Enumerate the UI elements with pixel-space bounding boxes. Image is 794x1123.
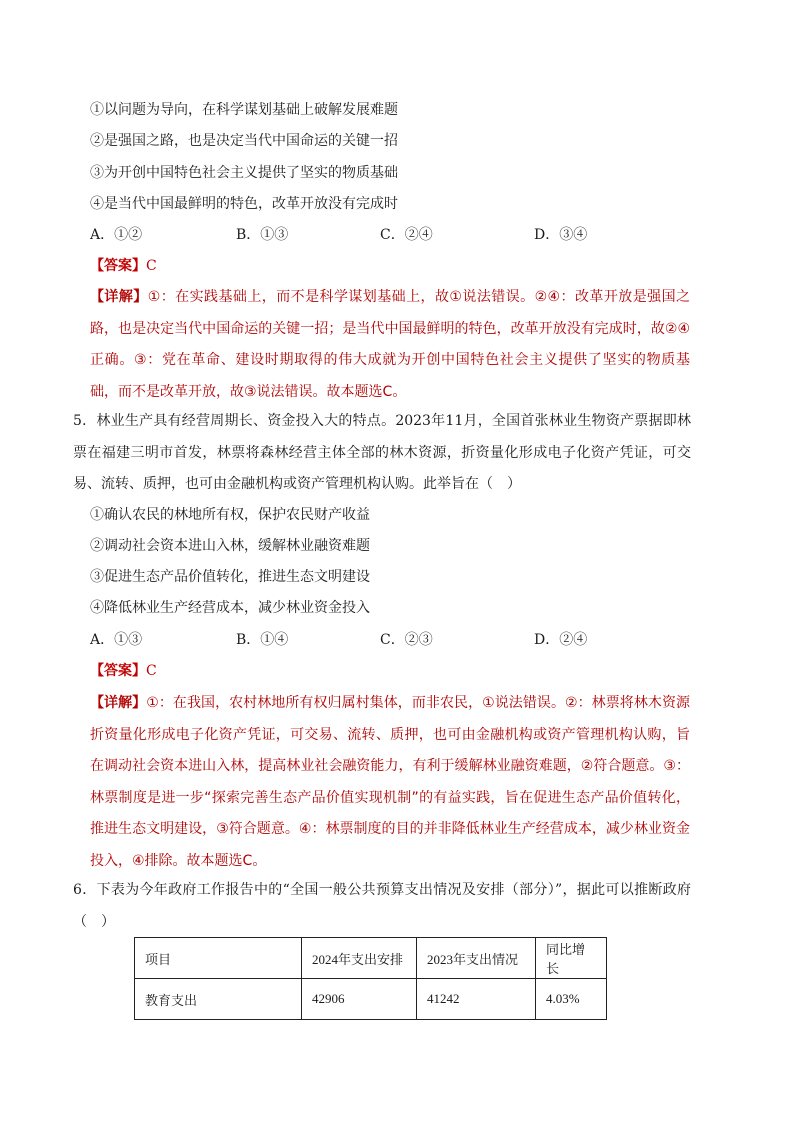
table-cell: 42906 — [302, 979, 417, 1020]
q4-choice-b: B．①③ — [236, 227, 289, 243]
table-cell: 4.03% — [536, 979, 607, 1020]
q4-option-3: ③为开创中国特色社会主义提供了坚实的物质基础 — [90, 165, 398, 181]
q4-answer — [90, 256, 157, 276]
budget-table — [134, 937, 607, 1020]
table-header-cell: 2023年支出情况 — [417, 938, 536, 979]
q4-option-4: ④是当代中国最鲜明的特色，改革开放没有完成时 — [90, 196, 398, 212]
table-header-cell: 同比增长 — [536, 938, 607, 979]
q5-option-1: ①确认农民的林地所有权，保护农民财产收益 — [90, 507, 370, 523]
table-cell: 41242 — [417, 979, 536, 1020]
table-cell: 教育支出 — [135, 979, 302, 1020]
q5-answer-value: C — [146, 663, 157, 679]
q6-stem: 6．下表为今年政府工作报告中的“全国一般公共预算支出情况及安排（部分）”，据此可以推断政府（ ） — [73, 882, 691, 930]
q4-answer-value: C — [146, 258, 157, 274]
q5-choice-b: B．①④ — [236, 632, 289, 648]
q5-option-2: ②调动社会资本进山入林，缓解林业融资难题 — [90, 538, 370, 554]
q5-choice-a: A．①③ — [90, 632, 143, 648]
table-header-cell: 2024年支出安排 — [302, 938, 417, 979]
q5-stem: 5．林业生产具有经营周期长、资金投入大的特点。2023年11月，全国首张林业生物资产票据即林票在福建三明市首发，林票将森林经营主体全部的林木资源，折资量化形成电子化资产凭证，可交易、流转、质押，也可由金融机构或资产管理机构认购。此举旨在（ ） — [73, 413, 691, 492]
q5-explain-tag: 【详解】 — [90, 695, 147, 711]
q4-option-1: ①以问题为导向，在科学谋划基础上破解发展难题 — [90, 102, 398, 118]
table-header-cell: 项目 — [135, 938, 302, 979]
q5-answer — [90, 661, 157, 681]
table-header-row — [135, 938, 607, 979]
q4-explain-text: ①：在实践基础上，而不是科学谋划基础上，故①说法错误。②④：改革开放是强国之路，也是决定当代中国命运的关键一招；是当代中国最鲜明的特色，改革开放没有完成时，故②④正确。③：党在革命、建设时期取得的伟大成就为开创中国特色社会主义提供了坚实的物质基础，而不是改革开放，故③说法错误。故本题选C。 — [90, 289, 691, 400]
q4-choice-a: A．①② — [90, 227, 143, 243]
q4-choice-c: C．②④ — [380, 227, 433, 243]
q4-explanation — [90, 282, 690, 408]
q5-answer-tag: 【答案】 — [90, 663, 146, 679]
q5-option-3: ③促进生态产品价值转化，推进生态文明建设 — [90, 569, 370, 585]
table-row — [135, 979, 607, 1020]
q5-explanation — [90, 688, 690, 877]
q4-choice-d: D．③④ — [534, 227, 588, 243]
q5-explain-text: ①：在我国，农村林地所有权归属村集体，而非农民，①说法错误。②：林票将林木资源折资量化形成电子化资产凭证，可交易、流转、质押，也可由金融机构或资产管理机构认购，旨在调动社会资本进山入林，提高林业社会融资能力，有利于缓解林业融资难题，②符合题意。③：林票制度是进一步“探索完善生态产品价值实现机制”的有益实践，旨在促进生态产品价值转化，推进生态文明建设，③符合题意。④：林票制度的目的并非降低林业生产经营成本，减少林业资金投入，④排除。故本题选C。 — [90, 695, 691, 869]
q5-option-4: ④降低林业生产经营成本，减少林业资金投入 — [90, 600, 370, 616]
q5-choice-c: C．②③ — [380, 632, 433, 648]
q4-answer-tag: 【答案】 — [90, 258, 146, 274]
q5-choice-d: D．②④ — [534, 632, 588, 648]
q4-option-2: ②是强国之路，也是决定当代中国命运的关键一招 — [90, 133, 398, 149]
q4-explain-tag: 【详解】 — [90, 289, 148, 305]
